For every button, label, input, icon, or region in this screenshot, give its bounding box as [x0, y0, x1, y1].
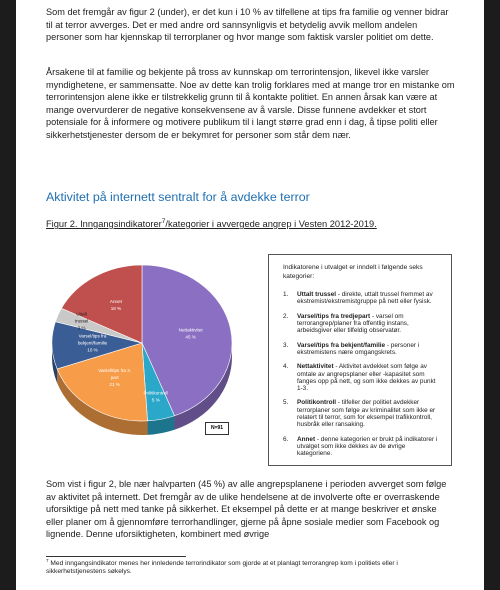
legend-item-term: Varsel/tips fra bekjent/familie [297, 341, 386, 349]
legend-item [283, 313, 441, 335]
legend-item-number: 1. [283, 291, 289, 299]
paragraph-2: Årsakene til at familie og bekjente på tross av kunnskap om terrorintensjon, likevel ikke varsler myndighetene, er sammensatte. Noe av dette kan trolig forklares med at mange tror en mistanke om terrorintensjon alene ikke er tilstrekkelig grunn til å kontakte politiet. En annen årsak kan være at mange overvurderer de negative konsekvensene av å varsle. Disse funnene avdekker et stort potensiale for å informere og motivere publikum til i langt større grad enn i dag, å tipse politi eller sikkerhetstjenester dersom de er bekymret for personer som står dem nær. [46, 67, 455, 140]
legend-item-term: Politikontroll [297, 399, 337, 407]
footnote-number: 7 [46, 557, 49, 563]
legend-item [283, 399, 441, 428]
legend-item [283, 363, 441, 392]
document-page [16, 0, 484, 590]
legend-item-number: 5. [283, 399, 289, 407]
legend-item-body [297, 363, 441, 392]
legend-item-term: Annet [297, 435, 316, 443]
legend-item-body [297, 342, 441, 357]
legend-item-description: - tilfeller der politiet avdekker terrorplaner som følge av kriminalitet som ikke er relatert til terror, som for eksempel trafikkontroll, husbråk eller ransaking. [297, 399, 436, 429]
pie-slice-label-line: Politikontroll [143, 390, 169, 396]
pie-slice-label-line: Nettaktivitet [178, 327, 203, 333]
legend-item [283, 436, 441, 458]
pie-slice-label-line: Varsel/tips fra [78, 333, 107, 339]
legend-item [283, 342, 441, 357]
paragraph-3: Som vist i figur 2, ble nær halvparten (45 %) av alle angrepsplanene i perioden avverget som følge av aktivitet på internett. Det fremgår av de ulike hendelsene at de involverte ofte er overraskende uforsiktige på nett med tanke på sikkerhet. Et eksempel på dette er at mange beskriver et ønske eller planer om å gjennomføre terrorhandlinger, gjerne på åpne sosiale medier som Facebook og lignende. Denne uforsiktigheten, kombinert med øvrige [46, 479, 447, 540]
pie-slice-label-line: 21 % [109, 381, 120, 387]
footnote [46, 557, 456, 577]
pie-slice-label-line: part [110, 374, 119, 380]
legend-item-description: - varsel om terrorangrep/planer fra offentlig instans, arbeidsgiver eller tilfeldig observatør. [297, 312, 409, 335]
footnote-text: Med inngangsindikator menes her innledende terrorindikator som gjorde at et planlagt terrorangrep kom i politiets eller i sikkerhetstjenestens søkelys. [46, 560, 398, 576]
pie-slice-label-line: 5 % [151, 397, 160, 403]
pie-slice-label-line: trussel [74, 318, 89, 324]
legend-intro: Indikatorene i utvalget er inndelt i følgende seks kategorier: [283, 264, 423, 280]
pie-slice-label-line: bekjent/familie [77, 340, 108, 346]
legend-item-body [297, 436, 441, 458]
legend-item [283, 291, 441, 306]
legend-item-description: - personer i ekstremistens nære omgangskrets. [297, 341, 420, 356]
legend-item-term: Uttalt trussel [297, 291, 337, 299]
paragraph-1: Som det fremgår av figur 2 (under), er det kun i 10 % av tilfellene at tips fra familie og venner bidrar til at terror avverges. Det er med andre ord sannsynligvis et betydelig avvik mellom andelen personer som har kjennskap til terrorplaner og hvor mange som faktisk varsler politiet om dette. [46, 7, 449, 43]
figure-caption [46, 219, 466, 229]
figure-caption-footnote-ref: 7 [161, 217, 166, 225]
legend-item-body [297, 399, 441, 428]
section-heading: Aktivitet på internett sentralt for å avdekke terror [46, 190, 310, 204]
pie-slice-label-line: 45 % [185, 334, 196, 340]
legend-item-term: Nettaktivitet [297, 363, 334, 371]
legend-item-term: Varsel/tips fra tredjepart [297, 312, 371, 320]
legend-item-number: 3. [283, 341, 289, 349]
category-legend-box [268, 254, 452, 466]
pie-slice-label-line: 18 % [110, 306, 122, 312]
pie-slice-label-line: Annet [109, 299, 122, 305]
legend-item-body [297, 313, 441, 335]
legend-item-description: - Aktivitet avdekket som følge av omtale av angrepsplaner eller -kapasitet som fanges opp på nett, og som ikke dekkes av punkt 1-3. [297, 363, 436, 393]
pie-chart [44, 248, 240, 448]
legend-item-number: 4. [283, 363, 289, 371]
figure-caption-prefix: Figur 2. Inngangsindikatorer [46, 219, 162, 229]
legend-item-body [297, 291, 441, 306]
legend-item-number: 6. [283, 435, 289, 443]
sample-size-label: N=91 [205, 422, 229, 435]
figure-caption-suffix: /kategorier i avvergede angrep i Vesten 2012-2019. [165, 219, 377, 229]
legend-item-description: - direkte, uttalt trussel fremmet av ekstremist/ekstremistgruppe på nett eller fysisk. [297, 291, 433, 306]
pie-slice-label-line: Varsel/tips fra 3. [98, 367, 132, 373]
pie-slice-label-line: Uttalt [76, 311, 87, 317]
footnote-divider [46, 556, 186, 557]
pie-slice-label-line: 3 % [77, 325, 86, 331]
legend-item-number: 2. [283, 312, 289, 320]
pie-chart-svg [44, 248, 240, 448]
legend-list [283, 291, 441, 457]
legend-item-description: - denne kategorien er brukt på indikatorer i utvalget som ikke dekkes av de øvrige kategoriene. [297, 435, 438, 458]
pie-slice-label-line: 10 % [87, 347, 98, 353]
